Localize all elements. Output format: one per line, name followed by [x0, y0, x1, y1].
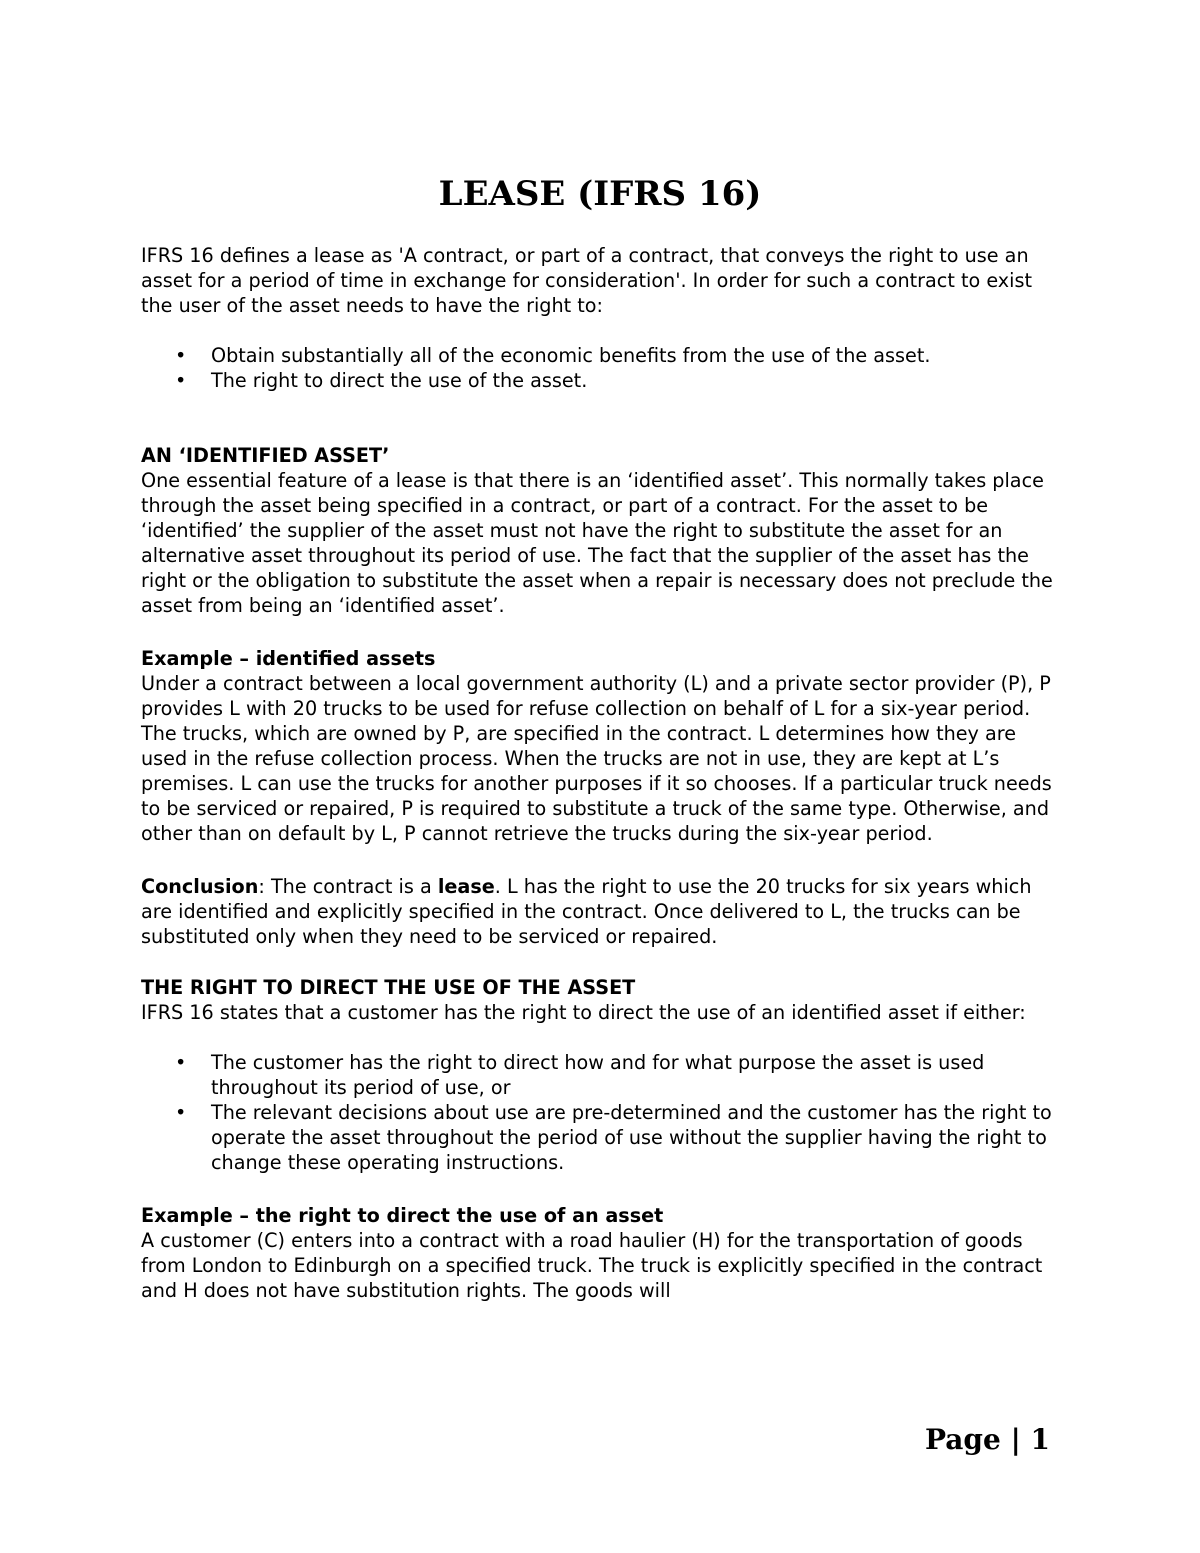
spacer [141, 846, 1066, 874]
conclusion-text-after: . L has the right to use the 20 trucks for six years which are identified and explicitly specified in the contract. Once delivered to L, the trucks can be substituted only when they need to be serviced or repaired. [141, 875, 1032, 948]
list-item [141, 1100, 1066, 1175]
section-heading-right-to-direct: THE RIGHT TO DIRECT THE USE OF THE ASSET [141, 976, 636, 999]
right-to-direct-bullet-list [141, 1050, 1066, 1175]
page-title: LEASE (IFRS 16) [438, 174, 762, 214]
list-item [141, 368, 1066, 393]
spacer [141, 618, 1066, 646]
list-item-text: The relevant decisions about use are pre-determined and the customer has the right to operate the asset throughout the period of use without the supplier having the right to change these operating instructions. [211, 1101, 1052, 1174]
conclusion-text-before: : The contract is a [258, 875, 438, 898]
page-number: Page | 1 [924, 1423, 1050, 1456]
spacer [141, 1175, 1066, 1203]
spacer [141, 318, 1066, 343]
bullet-icon: • [175, 344, 187, 367]
spacer [141, 1025, 1066, 1050]
conclusion-label: Conclusion [141, 875, 259, 898]
intro-paragraph: IFRS 16 defines a lease as 'A contract, or part of a contract, that conveys the right to use an asset for a period of time in exchange for consideration'. In order for such a contract to exist the user of the asset needs to have the right to: [141, 244, 1032, 317]
bullet-icon: • [175, 369, 187, 392]
example-heading-identified-assets: Example – identified assets [141, 647, 436, 670]
list-item-text: The customer has the right to direct how and for what purpose the asset is used throughout its period of use, or [211, 1051, 985, 1099]
list-item-text: The right to direct the use of the asset. [211, 369, 588, 392]
bullet-icon: • [175, 1101, 187, 1124]
example-identified-paragraph: Under a contract between a local government authority (L) and a private sector provider (P), P provides L with 20 trucks to be used for refuse collection on behalf of L for a six-year period. The trucks, which are owned by P, are specified in the contract. L determines how they are used in the refuse collection process. When the trucks are not in use, they are kept at L’s premises. L can use the trucks for another purposes if it so chooses. If a particular truck needs to be serviced or repaired, P is required to substitute a truck of the same type. Otherwise, and other than on default by L, P cannot retrieve the trucks during the six-year period. [141, 672, 1052, 845]
list-item-text: Obtain substantially all of the economic benefits from the use of the asset. [211, 344, 931, 367]
example-heading-right-to-direct: Example – the right to direct the use of an asset [141, 1204, 664, 1227]
list-item [141, 1050, 1066, 1100]
identified-asset-paragraph: One essential feature of a lease is that there is an ‘identified asset’. This normally takes place through the asset being specified in a contract, or part of a contract. For the asset to be ‘identified’ the supplier of the asset must not have the right to substitute the asset for an alternative asset throughout its period of use. The fact that the supplier of the asset has the right or the obligation to substitute the asset when a repair is necessary does not preclude the asset from being an ‘identified asset’. [141, 469, 1053, 617]
conclusion-bold-word: lease [437, 875, 495, 898]
intro-bullet-list [141, 343, 1066, 393]
example-direct-paragraph: A customer (C) enters into a contract with a road haulier (H) for the transportation of goods from London to Edinburgh on a specified truck. The truck is explicitly specified in the contract and H does not have substitution rights. The goods will [141, 1229, 1043, 1302]
spacer [141, 393, 1066, 443]
spacer [141, 949, 1066, 975]
bullet-icon: • [175, 1051, 187, 1074]
document-body [141, 243, 1066, 1303]
conclusion-paragraph [141, 874, 1066, 949]
list-item [141, 343, 1066, 368]
section-heading-identified-asset: AN ‘IDENTIFIED ASSET’ [141, 444, 390, 467]
right-to-direct-paragraph: IFRS 16 states that a customer has the right to direct the use of an identified asset if either: [141, 1001, 1026, 1024]
